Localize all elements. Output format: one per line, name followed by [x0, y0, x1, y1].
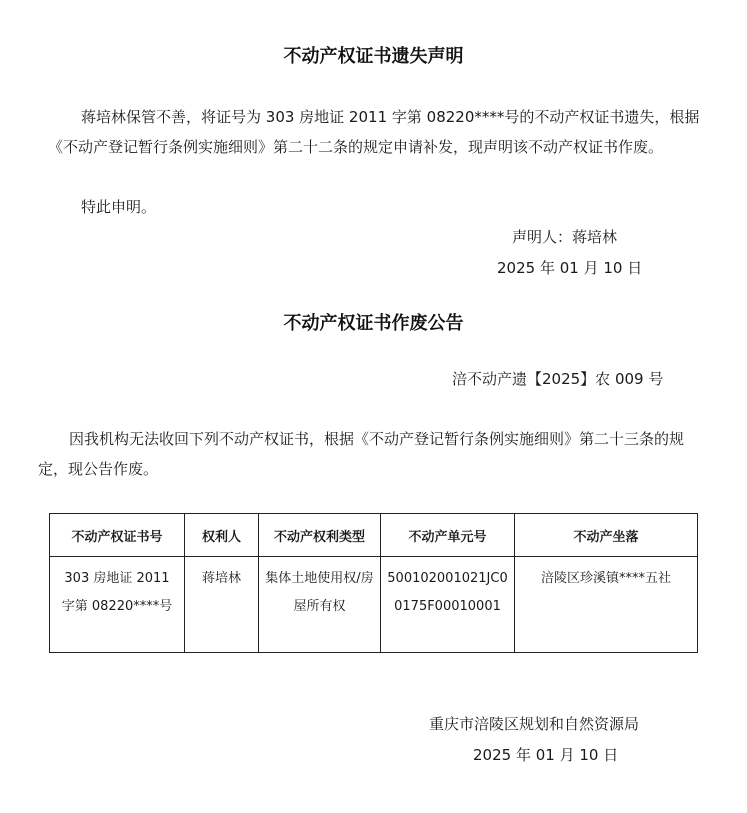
declaration-body-text: 蒋培林保管不善，将证号为 303 房地证 2011 字第 08220****号的不动产权证书遗失，根据《不动产登记暂行条例实施细则》第二十二条的规定申请补发，现声明该不动产权证书作废。: [48, 108, 700, 156]
cell-location: 涪陵区珍溪镇****五社: [515, 557, 698, 653]
declaration-date: 2025 年 01 月 10 日: [497, 259, 643, 277]
notice-document-number: 涪不动产遗【2025】农 009 号: [452, 370, 664, 388]
notice-body-text: 因我机构无法收回下列不动产权证书，根据《不动产登记暂行条例实施细则》第二十三条的规定，现公告作废。: [38, 430, 685, 478]
issuing-authority: 重庆市涪陵区规划和自然资源局: [429, 715, 640, 733]
cell-certificate-number: 303 房地证 2011 字第 08220****号: [50, 557, 185, 653]
header-unit-number: 不动产单元号: [381, 514, 515, 557]
notice-title: 不动产权证书作废公告: [283, 313, 464, 334]
declaration-closing: 特此申明。: [81, 198, 157, 216]
declarant: 声明人：蒋培林: [512, 228, 618, 246]
certificate-table: [49, 513, 698, 653]
cell-unit-number: 500102001021JC00175F00010001: [381, 557, 515, 653]
table-row: [50, 557, 698, 653]
header-certificate-number: 不动产权证书号: [50, 514, 185, 557]
cell-right-holder: 蒋培林: [185, 557, 259, 653]
table-header-row: [50, 514, 698, 557]
declaration-body: [48, 102, 708, 162]
header-location: 不动产坐落: [515, 514, 698, 557]
notice-body: [38, 424, 708, 484]
cell-right-type: 集体土地使用权/房屋所有权: [259, 557, 381, 653]
header-right-holder: 权利人: [185, 514, 259, 557]
declaration-title: 不动产权证书遗失声明: [283, 46, 464, 67]
notice-date: 2025 年 01 月 10 日: [473, 746, 619, 764]
header-right-type: 不动产权利类型: [259, 514, 381, 557]
